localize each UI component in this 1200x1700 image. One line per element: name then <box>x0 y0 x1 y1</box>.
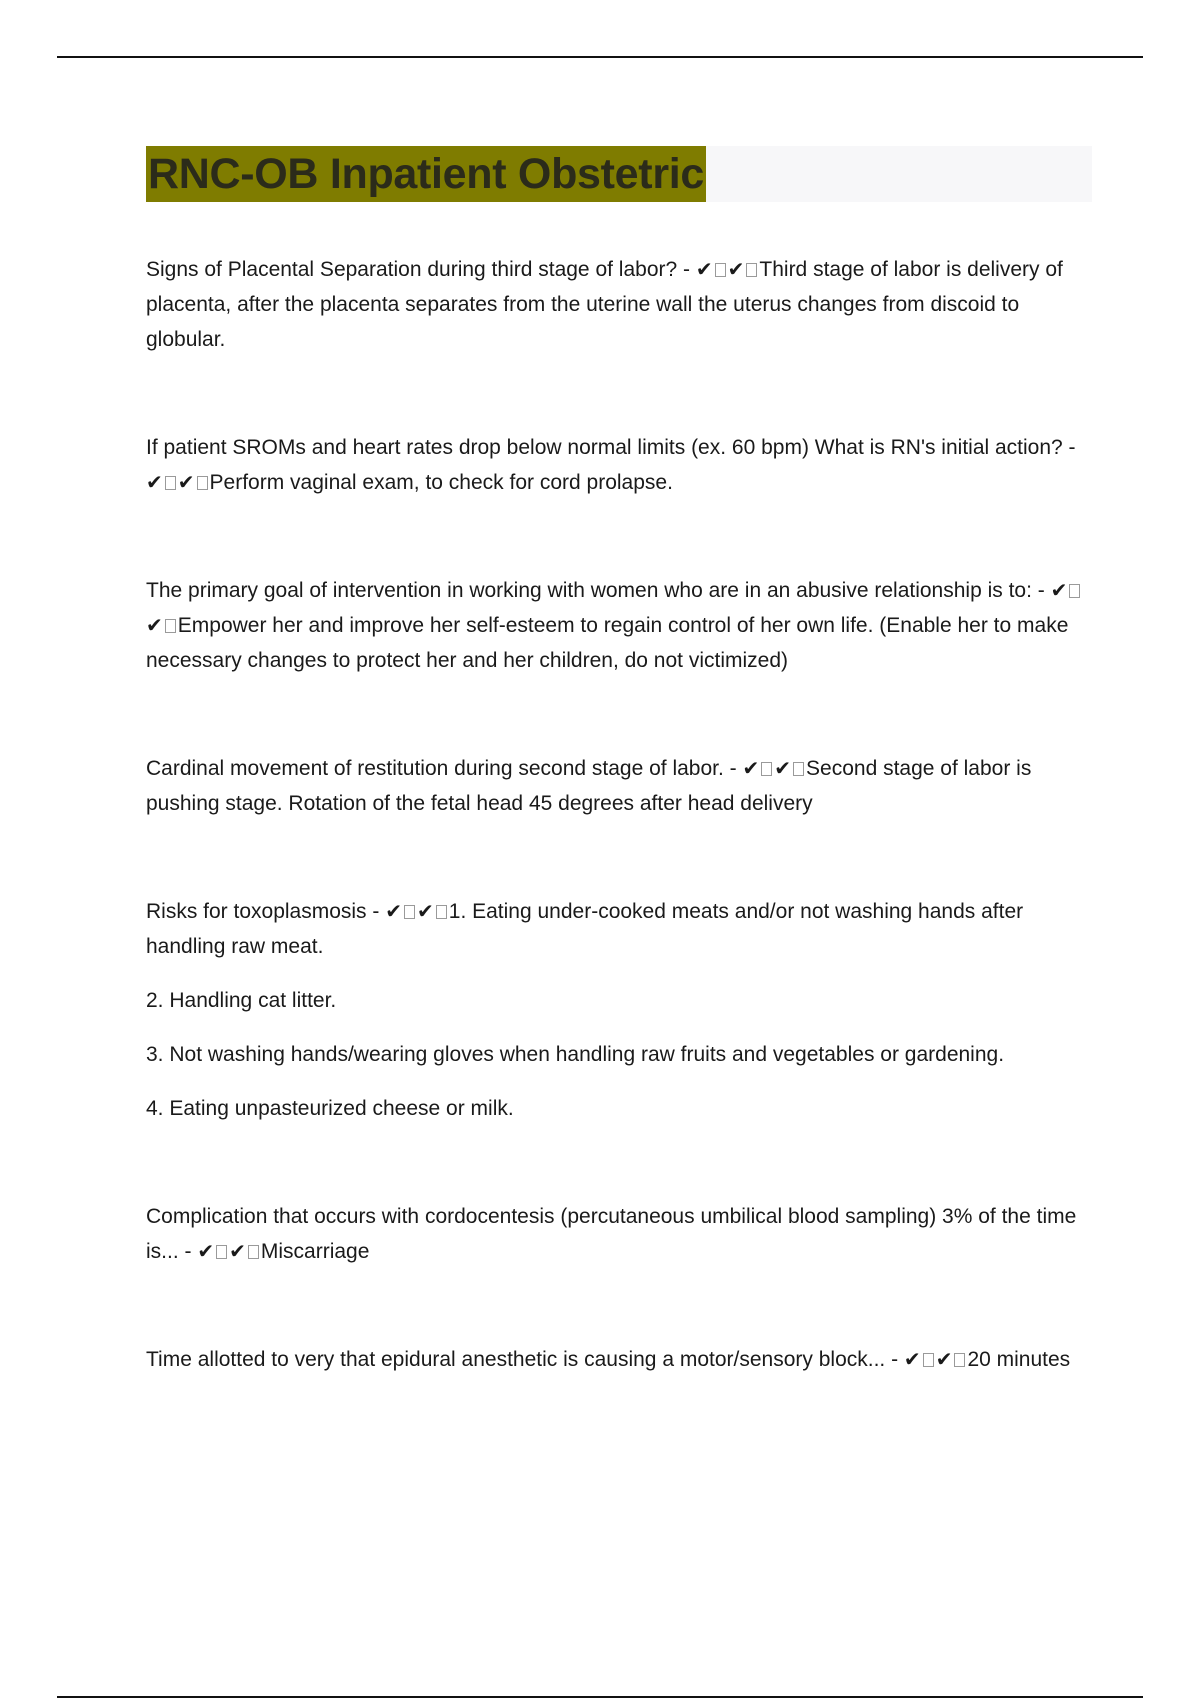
list-gap <box>146 1018 1092 1037</box>
check-icon: ✔ <box>229 1239 246 1263</box>
top-page-rule <box>57 56 1143 58</box>
entry-gap <box>146 678 1092 751</box>
check-icon: ✔ <box>695 257 713 281</box>
box-icon <box>954 1353 965 1367</box>
answer-text: Empower her and improve her self-esteem to regain control of her own life. (Enable her to make necessary changes to protect her and her children, do not victimized) <box>146 614 1069 672</box>
check-icon: ✔ <box>935 1347 953 1371</box>
list-gap <box>146 1072 1092 1091</box>
check-icon: ✔ <box>742 756 760 780</box>
check-icon: ✔ <box>1050 578 1068 602</box>
check-icon: ✔ <box>146 613 163 637</box>
question-text: If patient SROMs and heart rates drop below normal limits (ex. 60 bpm) What is RN's initial action? - <box>146 436 1076 459</box>
check-icon: ✔ <box>385 899 402 923</box>
answer-text: Miscarriage <box>260 1240 370 1263</box>
qa-entry <box>146 1199 1092 1269</box>
list-item: 4. Eating unpasteurized cheese or milk. <box>146 1097 514 1120</box>
bottom-page-rule <box>57 1696 1143 1698</box>
question-text: Time allotted to very that epidural anesthetic is causing a motor/sensory block... - <box>146 1348 899 1371</box>
answer-text: Third stage of labor is delivery of placenta, after the placenta separates from the uterine wall the uterus changes from discoid to globular. <box>146 258 1063 351</box>
check-icon: ✔ <box>417 899 434 923</box>
qa-entry <box>146 430 1092 500</box>
check-icon: ✔ <box>903 1347 921 1371</box>
qa-entry <box>146 573 1092 678</box>
question-text: The primary goal of intervention in working with women who are in an abusive relationship is to: - <box>146 579 1045 602</box>
answer-text: Second stage of labor is pushing stage. Rotation of the fetal head 45 degrees after head delivery <box>146 757 1032 815</box>
list-item: 3. Not washing hands/wearing gloves when handling raw fruits and vegetables or gardening. <box>146 1043 1005 1066</box>
check-icon: ✔ <box>727 257 745 281</box>
box-icon <box>1069 584 1080 598</box>
list-gap <box>146 964 1092 983</box>
box-icon <box>761 762 772 776</box>
box-icon <box>746 263 757 277</box>
answer-text: Perform vaginal exam, to check for cord prolapse. <box>209 471 673 494</box>
list-item: 2. Handling cat litter. <box>146 989 337 1012</box>
box-icon <box>793 762 804 776</box>
check-icon: ✔ <box>774 756 792 780</box>
question-text: Complication that occurs with cordocentesis (percutaneous umbilical blood sampling) 3% of the time is... - <box>146 1205 1077 1263</box>
entry-gap <box>146 1269 1092 1342</box>
question-text: Signs of Placental Separation during third stage of labor? - <box>146 258 691 281</box>
entry-gap <box>146 1126 1092 1199</box>
document-title: RNC-OB Inpatient Obstetric <box>146 146 706 202</box>
qa-entry <box>146 252 1092 357</box>
question-text: Cardinal movement of restitution during second stage of labor. - <box>146 757 737 780</box>
box-icon <box>923 1353 934 1367</box>
qa-entry <box>146 1342 1092 1377</box>
check-icon: ✔ <box>197 1239 215 1263</box>
box-icon <box>404 905 415 919</box>
qa-entry <box>146 894 1092 964</box>
box-icon <box>436 905 447 919</box>
check-icon: ✔ <box>177 470 195 494</box>
document-body <box>146 252 1092 1377</box>
box-icon <box>216 1245 227 1259</box>
box-icon <box>248 1245 259 1259</box>
question-text: Risks for toxoplasmosis - <box>146 900 380 923</box>
entry-gap <box>146 500 1092 573</box>
check-icon: ✔ <box>146 470 163 494</box>
box-icon <box>197 476 208 490</box>
box-icon <box>715 263 726 277</box>
box-icon <box>165 476 176 490</box>
entry-gap <box>146 357 1092 430</box>
entry-gap <box>146 821 1092 894</box>
box-icon <box>165 619 176 633</box>
qa-entry <box>146 751 1092 821</box>
answer-text: 1. Eating under-cooked meats and/or not washing hands after handling raw meat. <box>146 900 1024 958</box>
answer-text: 20 minutes <box>967 1348 1071 1371</box>
